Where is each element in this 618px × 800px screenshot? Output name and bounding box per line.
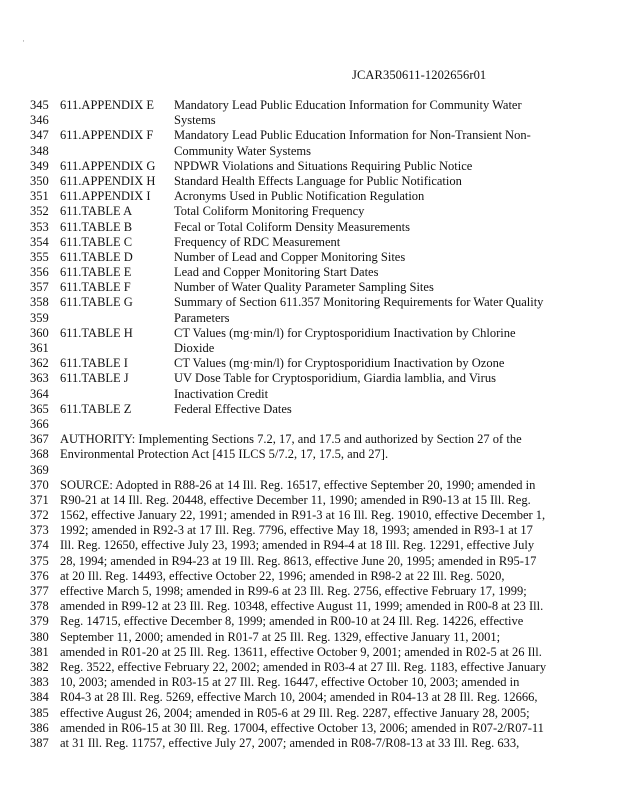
document-line <box>30 250 590 265</box>
section-title: Community Water Systems <box>174 143 311 158</box>
line-number: 371 <box>30 492 49 507</box>
document-line <box>30 265 590 280</box>
section-title: Standard Health Effects Language for Public Notification <box>174 173 462 188</box>
document-id: JCAR350611-1202656r01 <box>352 68 487 82</box>
document-line <box>30 736 590 751</box>
line-number: 353 <box>30 219 49 234</box>
document-line <box>30 569 590 584</box>
line-number: 377 <box>30 584 49 598</box>
section-title: Number of Lead and Copper Monitoring Sites <box>174 249 406 264</box>
scan-mark: · <box>22 36 25 46</box>
document-line <box>30 614 590 629</box>
section-title: Mandatory Lead Public Education Information for Community Water <box>174 98 522 112</box>
line-number: 369 <box>30 462 49 477</box>
document-line <box>30 538 590 553</box>
section-title: CT Values (mg·min/l) for Cryptosporidium Inactivation by Chlorine <box>174 325 516 340</box>
line-number: 358 <box>30 295 49 310</box>
section-code: 611.TABLE J <box>60 371 129 386</box>
section-code: 611.TABLE C <box>60 234 133 249</box>
document-line <box>30 235 590 250</box>
document-line <box>30 645 590 660</box>
line-number: 366 <box>30 416 49 431</box>
document-line <box>30 660 590 675</box>
section-code: 611.TABLE Z <box>60 401 132 416</box>
section-title: Systems <box>174 113 216 128</box>
paragraph-text: Ill. Reg. 12650, effective July 23, 1993; amended in R94-4 at 18 Ill. Reg. 12291, effective July <box>60 538 535 553</box>
line-number: 379 <box>30 614 49 629</box>
paragraph-text: 28, 1994; amended in R94-23 at 19 Ill. Reg. 8613, effective June 20, 1995; amended in R95-17 <box>60 553 537 568</box>
line-number: 365 <box>30 401 49 416</box>
document-line <box>30 159 590 174</box>
section-title: Mandatory Lead Public Education Information for Non-Transient Non- <box>174 128 531 143</box>
paragraph-text: effective August 26, 2004; amended in R05-6 at 29 Ill. Reg. 2287, effective January 28, 2005; <box>60 705 530 720</box>
section-title: Parameters <box>174 310 230 325</box>
line-number: 372 <box>30 508 49 523</box>
document-line <box>30 478 590 493</box>
paragraph-text: amended in R01-20 at 25 Ill. Reg. 13611, effective October 9, 2001; amended in R02-5 at 26 Ill. <box>60 644 542 659</box>
line-number: 367 <box>30 432 49 447</box>
document-line <box>30 113 590 128</box>
document-line <box>30 341 590 356</box>
section-title: Federal Effective Dates <box>174 401 292 416</box>
line-number: 345 <box>30 98 49 112</box>
document-line <box>30 417 590 432</box>
line-number: 363 <box>30 371 49 386</box>
line-number: 348 <box>30 143 49 158</box>
line-number: 378 <box>30 599 49 614</box>
line-number: 385 <box>30 705 49 720</box>
section-code: 611.TABLE G <box>60 295 133 310</box>
document-line <box>30 280 590 295</box>
line-number: 376 <box>30 568 49 583</box>
section-title: Summary of Section 611.357 Monitoring Requirements for Water Quality <box>174 295 544 310</box>
line-numbered-body <box>30 98 590 751</box>
section-code: 611.APPENDIX I <box>60 189 151 204</box>
line-number: 381 <box>30 644 49 659</box>
document-line <box>30 447 590 462</box>
document-line <box>30 599 590 614</box>
line-number: 383 <box>30 675 49 690</box>
paragraph-text: R04-3 at 28 Ill. Reg. 5269, effective March 10, 2004; amended in R04-13 at 28 Ill. Reg. 12666, <box>60 690 538 705</box>
paragraph-text: Reg. 14715, effective December 8, 1999; amended in R00-10 at 24 Ill. Reg. 14226, effective <box>60 614 524 629</box>
document-line <box>30 584 590 599</box>
document-line <box>30 144 590 159</box>
section-code: 611.APPENDIX F <box>60 128 154 143</box>
paragraph-text: R90-21 at 14 Ill. Reg. 20448, effective December 11, 1990; amended in R90-13 at 15 Ill. Reg. <box>60 492 531 507</box>
paragraph-text: AUTHORITY: Implementing Sections 7.2, 17, and 17.5 and authorized by Section 27 of the <box>60 432 522 447</box>
section-code: 611.APPENDIX E <box>60 98 154 112</box>
document-line <box>30 493 590 508</box>
document-line <box>30 204 590 219</box>
paragraph-text: 1992; amended in R92-3 at 17 Ill. Reg. 7796, effective May 18, 1993; amended in R93-1 at 17 <box>60 523 533 538</box>
document-line <box>30 554 590 569</box>
line-number: 357 <box>30 280 49 295</box>
line-number: 386 <box>30 720 49 735</box>
section-title: NPDWR Violations and Situations Requiring Public Notice <box>174 158 473 173</box>
section-title: Total Coliform Monitoring Frequency <box>174 204 365 219</box>
document-line <box>30 98 590 113</box>
line-number: 356 <box>30 265 49 280</box>
section-code: 611.APPENDIX H <box>60 173 156 188</box>
document-line <box>30 128 590 143</box>
section-title: CT Values (mg·min/l) for Cryptosporidium Inactivation by Ozone <box>174 356 505 371</box>
line-number: 349 <box>30 158 49 173</box>
section-code: 611.TABLE E <box>60 265 132 280</box>
section-title: Dioxide <box>174 341 215 355</box>
paragraph-text: at 31 Ill. Reg. 11757, effective July 27, 2007; amended in R08-7/R08-13 at 33 Ill. Reg. 633, <box>60 735 520 750</box>
paragraph-text: Environmental Protection Act [415 ILCS 5/7.2, 17, 17.5, and 27]. <box>60 447 389 462</box>
document-line <box>30 174 590 189</box>
paragraph-text: at 20 Ill. Reg. 14493, effective October 22, 1996; amended in R98-2 at 22 Ill. Reg. 5020, <box>60 568 505 583</box>
document-line <box>30 387 590 402</box>
line-number: 382 <box>30 659 49 674</box>
document-line <box>30 706 590 721</box>
section-code: 611.TABLE F <box>60 280 131 295</box>
line-number: 362 <box>30 356 49 371</box>
document-line <box>30 220 590 235</box>
section-code: 611.TABLE A <box>60 204 133 219</box>
paragraph-text: effective March 5, 1998; amended in R99-6 at 23 Ill. Reg. 2756, effective February 17, 1999; <box>60 584 527 598</box>
line-number: 347 <box>30 128 49 143</box>
paragraph-text: SOURCE: Adopted in R88-26 at 14 Ill. Reg. 16517, effective September 20, 1990; amended in <box>60 477 536 492</box>
section-code: 611.TABLE D <box>60 249 133 264</box>
document-line <box>30 356 590 371</box>
line-number: 364 <box>30 386 49 401</box>
line-number: 380 <box>30 629 49 644</box>
paragraph-text: September 11, 2000; amended in R01-7 at 25 Ill. Reg. 1329, effective January 11, 2001; <box>60 629 501 644</box>
document-line <box>30 295 590 310</box>
line-number: 352 <box>30 204 49 219</box>
document-line <box>30 721 590 736</box>
document-line <box>30 675 590 690</box>
paragraph-text: 1562, effective January 22, 1991; amended in R91-3 at 16 Ill. Reg. 19010, effective December 1, <box>60 508 546 523</box>
document-line <box>30 463 590 478</box>
section-code: 611.APPENDIX G <box>60 158 156 173</box>
line-number: 351 <box>30 189 49 204</box>
line-number: 384 <box>30 690 49 705</box>
line-number: 346 <box>30 113 49 128</box>
paragraph-text: amended in R99-12 at 23 Ill. Reg. 10348, effective August 11, 1999; amended in R00-8 at 23 Ill. <box>60 599 544 614</box>
document-line <box>30 371 590 386</box>
section-code: 611.TABLE I <box>60 356 128 371</box>
section-title: Number of Water Quality Parameter Sampling Sites <box>174 280 434 295</box>
section-title: UV Dose Table for Cryptosporidium, Giardia lamblia, and Virus <box>174 371 496 386</box>
line-number: 355 <box>30 249 49 264</box>
line-number: 350 <box>30 173 49 188</box>
document-line <box>30 402 590 417</box>
line-number: 359 <box>30 310 49 325</box>
line-number: 361 <box>30 341 49 355</box>
line-number: 354 <box>30 234 49 249</box>
document-line <box>30 630 590 645</box>
section-code: 611.TABLE H <box>60 325 133 340</box>
line-number: 373 <box>30 523 49 538</box>
document-line <box>30 189 590 204</box>
section-title: Acronyms Used in Public Notification Regulation <box>174 189 425 204</box>
document-line <box>30 508 590 523</box>
document-line <box>30 523 590 538</box>
section-title: Fecal or Total Coliform Density Measurements <box>174 219 410 234</box>
document-line <box>30 432 590 447</box>
line-number: 387 <box>30 735 49 750</box>
line-number: 375 <box>30 553 49 568</box>
section-title: Lead and Copper Monitoring Start Dates <box>174 265 379 280</box>
document-line <box>30 690 590 705</box>
line-number: 368 <box>30 447 49 462</box>
section-title: Inactivation Credit <box>174 386 269 401</box>
section-code: 611.TABLE B <box>60 219 133 234</box>
line-number: 374 <box>30 538 49 553</box>
line-number: 370 <box>30 477 49 492</box>
paragraph-text: 10, 2003; amended in R03-15 at 27 Ill. Reg. 16447, effective October 10, 2003; amended in <box>60 675 520 690</box>
document-line <box>30 311 590 326</box>
paragraph-text: Reg. 3522, effective February 22, 2002; amended in R03-4 at 27 Ill. Reg. 1183, effective January <box>60 659 547 674</box>
line-number: 360 <box>30 325 49 340</box>
paragraph-text: amended in R06-15 at 30 Ill. Reg. 17004, effective October 13, 2006; amended in R07-2/R07-11 <box>60 720 544 735</box>
document-line <box>30 326 590 341</box>
section-title: Frequency of RDC Measurement <box>174 234 341 249</box>
